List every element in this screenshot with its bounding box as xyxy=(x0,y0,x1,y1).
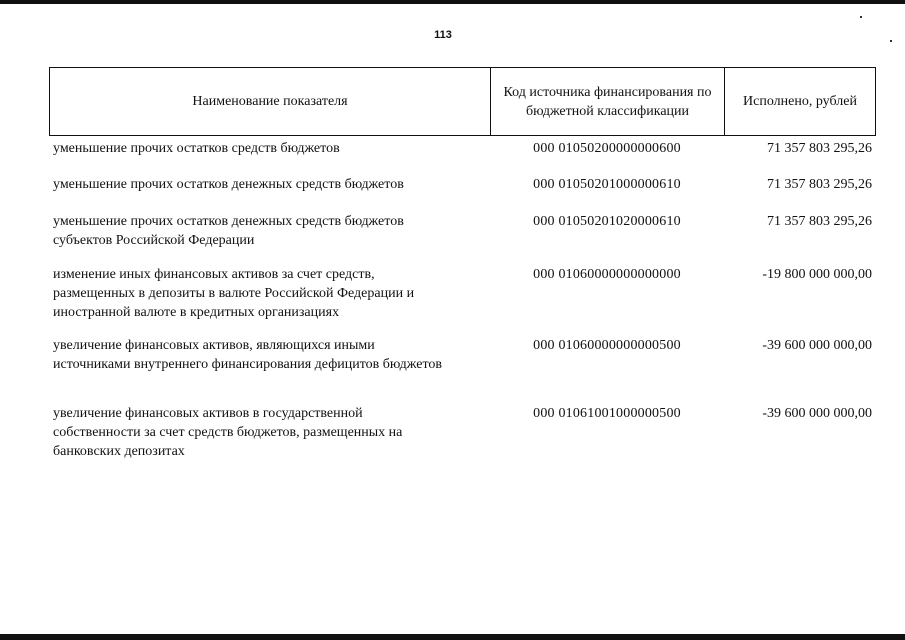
row-executed-amount: -39 600 000 000,00 xyxy=(762,406,872,421)
row-indicator-name: уменьшение прочих остатков средств бюджетов xyxy=(53,141,340,156)
row-indicator-name: уменьшение прочих остатков денежных средств бюджетов xyxy=(53,177,404,192)
row-executed-amount: 71 357 803 295,26 xyxy=(767,214,872,229)
row-indicator-name: увеличение финансовых активов в государственной собственности за счет средств бюджетов, размещенных на банковских депозитах xyxy=(53,406,403,459)
row-executed-amount: -39 600 000 000,00 xyxy=(762,338,872,353)
page-number: 113 xyxy=(434,29,452,41)
header-indicator-name: Наименование показателя xyxy=(50,68,491,135)
row-indicator-name: изменение иных финансовых активов за счет средств, размещенных в депозиты в валюте Российской Федерации и иностранной валюте в кредитных организациях xyxy=(53,267,415,320)
row-source-code: 000 01060000000000500 xyxy=(533,338,681,353)
bottom-scan-border xyxy=(0,634,905,640)
header-executed-amount: Исполнено, рублей xyxy=(743,94,857,109)
row-indicator-name: увеличение финансовых активов, являющихся иными источниками внутреннего финансирования дефицитов бюджетов xyxy=(53,338,443,372)
row-source-code: 000 01050201000000610 xyxy=(533,177,681,192)
row-executed-amount: 71 357 803 295,26 xyxy=(767,141,872,156)
row-indicator-name: уменьшение прочих остатков денежных средств бюджетов субъектов Российской Федерации xyxy=(53,214,404,248)
row-executed-amount: 71 357 803 295,26 xyxy=(767,177,872,192)
row-source-code: 000 01060000000000000 xyxy=(533,267,681,282)
scan-speck xyxy=(860,16,862,18)
top-scan-border xyxy=(0,0,905,4)
row-source-code: 000 01050201020000610 xyxy=(533,214,681,229)
table-header xyxy=(49,67,876,136)
row-source-code: 000 01061001000000500 xyxy=(533,406,681,421)
row-source-code: 000 01050200000000600 xyxy=(533,141,681,156)
scan-speck xyxy=(890,40,892,42)
row-executed-amount: -19 800 000 000,00 xyxy=(762,267,872,282)
header-source-code: Код источника финансирования по бюджетной классификации xyxy=(491,68,725,135)
